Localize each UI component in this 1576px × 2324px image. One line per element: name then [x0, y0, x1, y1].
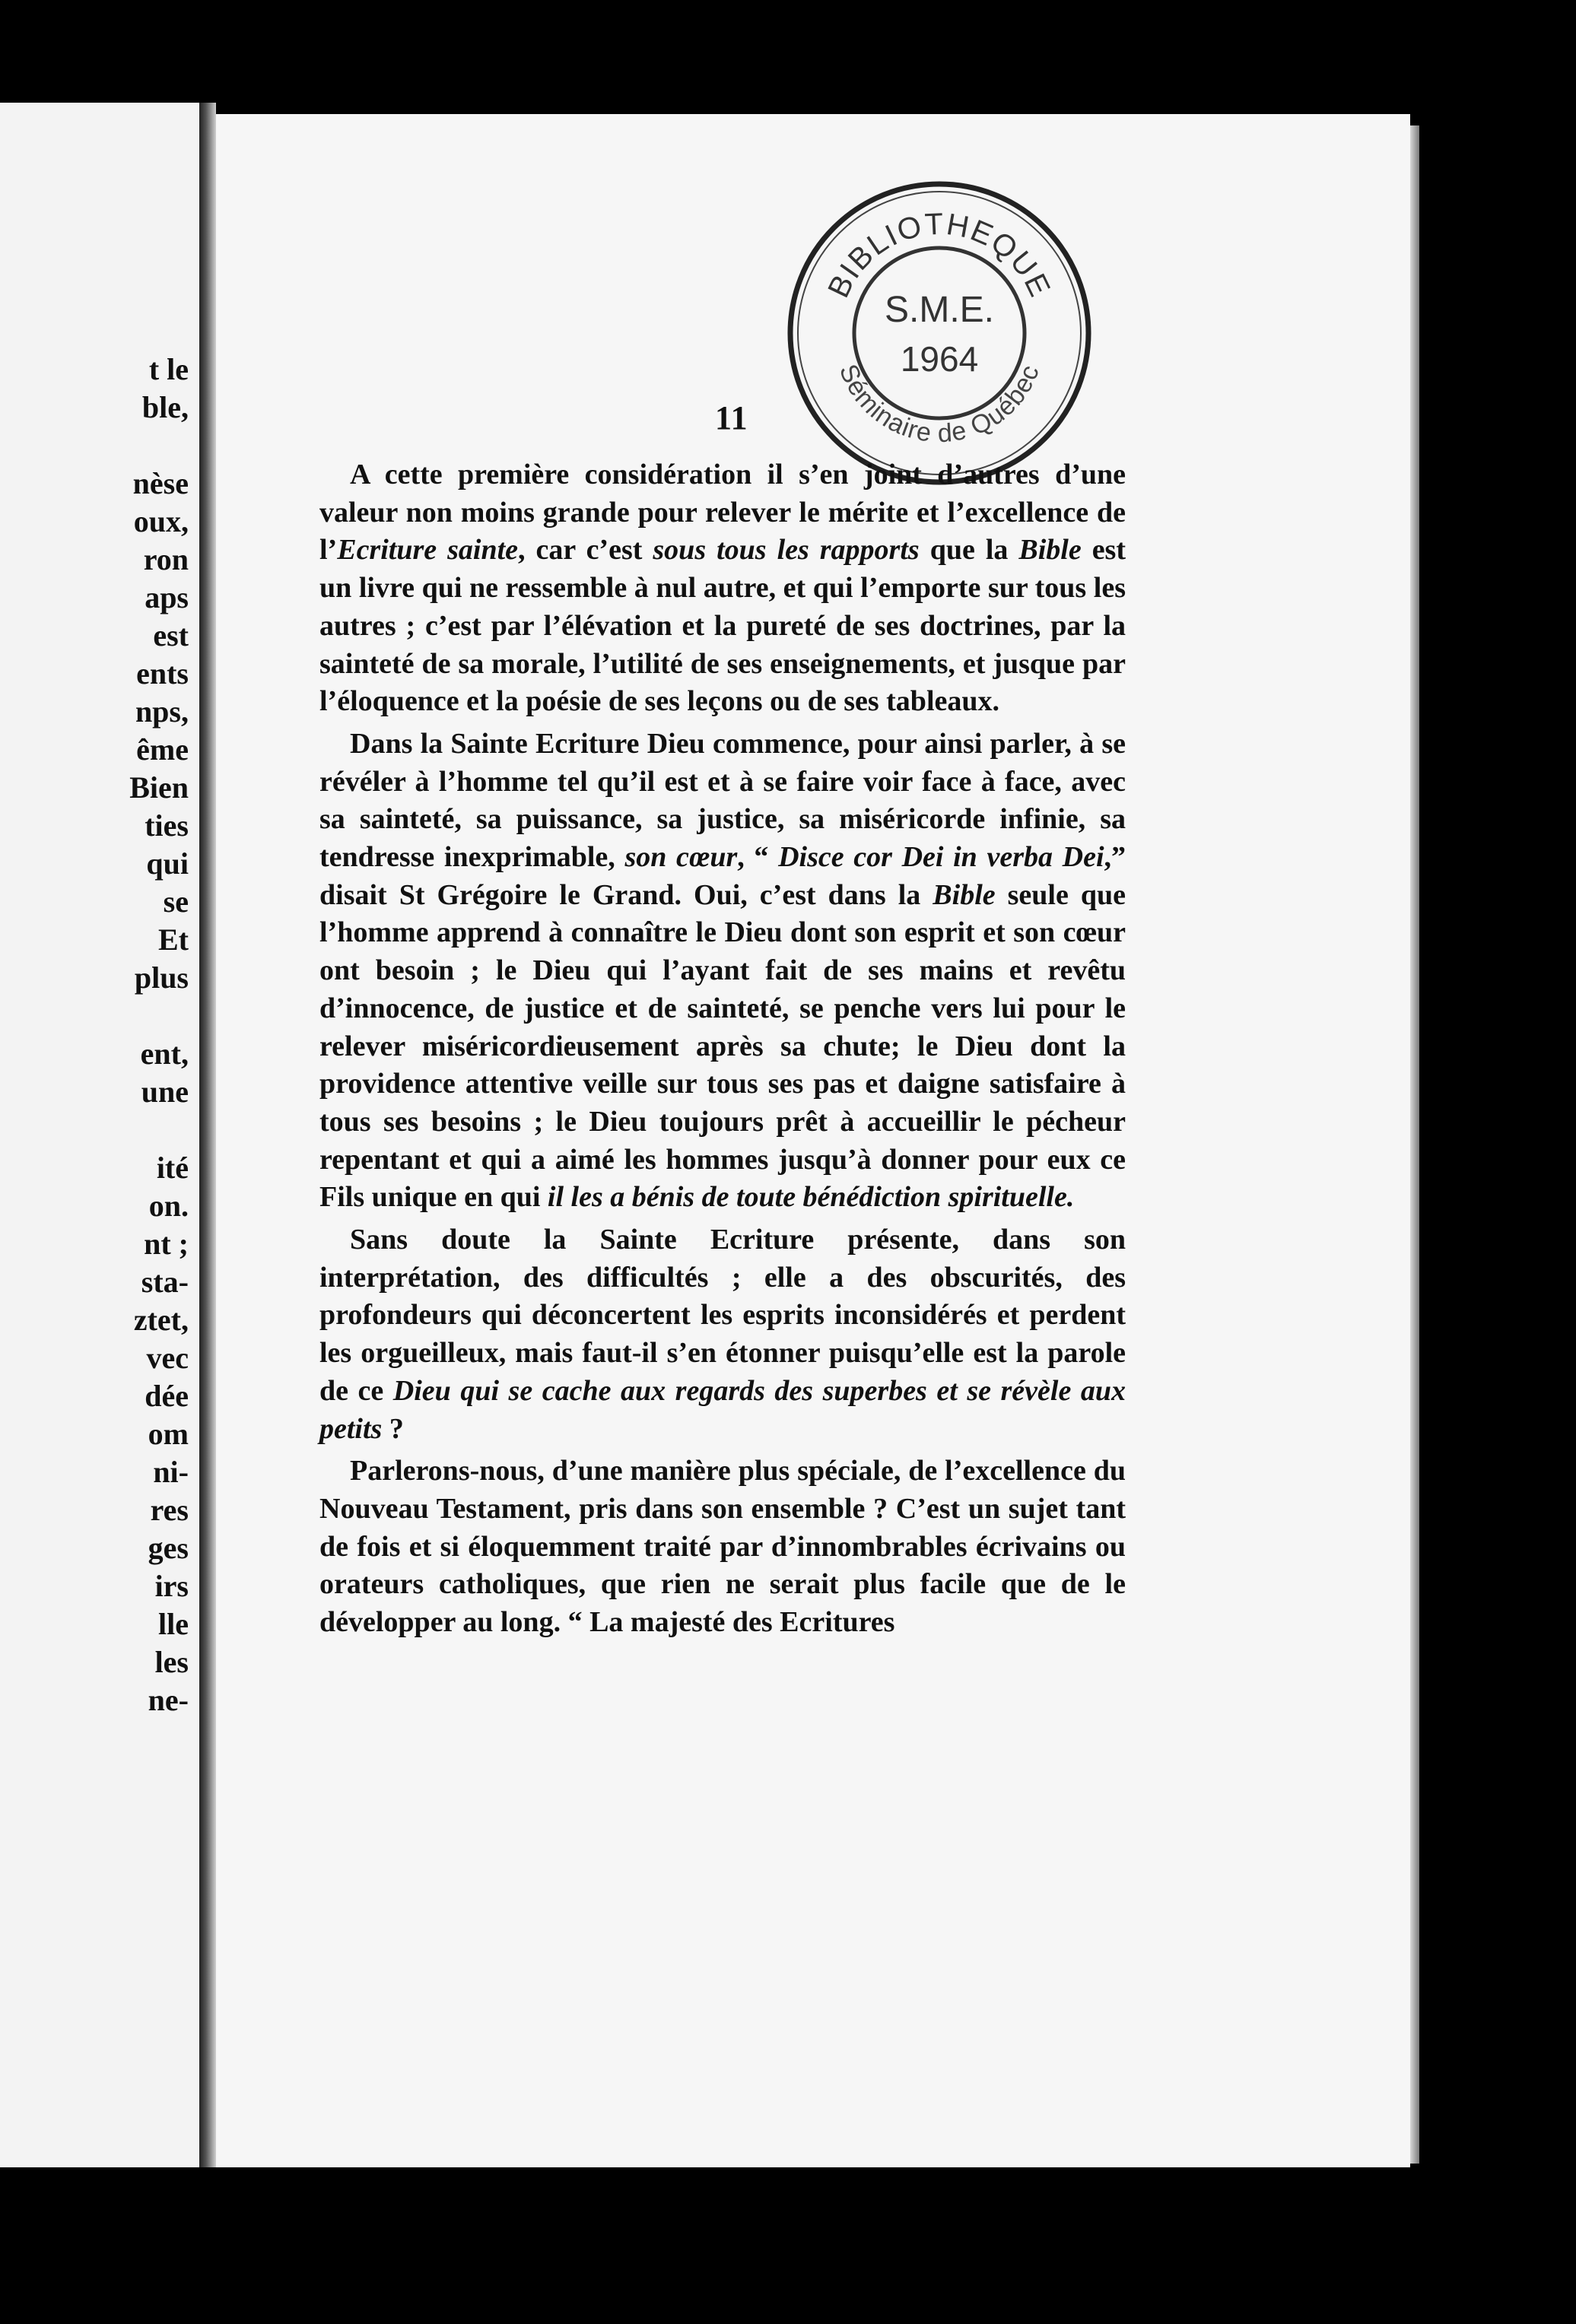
- text-run: Dans la Sainte Ecriture Dieu commence, pour ainsi parler, à se révéler à l’homme tel qu’il est et à se faire voir face à face, avec sa sainteté, sa puissance, sa justice, sa miséricorde infinie, sa tendresse inexprimable,: [319, 727, 1126, 874]
- text-run: seule que l’homme apprend à connaître le Dieu dont son esprit et son cœur ont besoin ; le Dieu qui l’ayant fait de ses mains et revêtu d’innocence, de justice et de sainteté, se penche vers lui pour le relever miséricordieusement après sa chute; le Dieu dont la providence attentive veille sur tous ses pas et daigne satisfaire à tous ses besoins ; le Dieu toujours prêt à accueillir le pécheur repentant et qui a aimé les hommes jusqu’à donner pour eux ce Fils unique en qui: [319, 878, 1126, 1214]
- left-page-text-fragment: irs: [154, 1569, 189, 1603]
- left-page-text-fragment: ent,: [140, 1037, 189, 1071]
- left-page-text-fragment: est: [153, 618, 189, 652]
- left-page-text-fragment: les: [154, 1645, 189, 1679]
- left-page-text-fragment: ni-: [153, 1455, 189, 1489]
- text-run: que la: [919, 534, 1019, 567]
- italic-run: Disce cor Dei in verba Dei: [778, 841, 1104, 874]
- left-page-text-fragment: ne-: [148, 1683, 189, 1717]
- left-page-text-fragment: ême: [136, 732, 189, 767]
- left-page: [0, 103, 199, 2167]
- paragraph: [319, 456, 1126, 721]
- left-page-text-fragment: oux,: [133, 504, 189, 538]
- page-number: 11: [715, 399, 748, 437]
- left-page-text-fragment: nps,: [135, 694, 189, 729]
- left-page-text-fragment: Et: [158, 922, 189, 957]
- left-page-text-fragment: sta-: [141, 1265, 189, 1299]
- left-page-text-fragment: nèse: [132, 466, 189, 500]
- text-run: Sans doute la Sainte Ecriture présente, dans son interprétation, des difficultés ; elle a des obscurités, des profondeurs qui déconcertent les esprits inconsidérés et perdent les orgueilleux, mais faut-il s’en étonner puisqu’elle est la parole de ce: [319, 1224, 1126, 1407]
- text-run: ,” disait St Grégoire le Grand. Oui, c’est dans la: [319, 841, 1126, 911]
- italic-run: Ecriture sainte: [337, 534, 519, 567]
- book-spine: [199, 103, 216, 2167]
- left-page-text-fragment: qui: [146, 846, 189, 881]
- left-page-text-fragment: ges: [148, 1531, 189, 1565]
- left-page-text-fragment: ble,: [141, 390, 189, 424]
- stamp-top-text: BIBLIOTHEQUE: [821, 207, 1057, 303]
- stamp-center-line1: S.M.E.: [884, 290, 995, 330]
- body-text: [319, 456, 1126, 1642]
- left-page-text-fragment: une: [141, 1075, 189, 1109]
- stamp-center-line2: 1964: [900, 339, 979, 379]
- text-run: Parlerons-nous, d’une manière plus spéciale, de l’excellence du Nouveau Testament, pris dans son ensemble ? C’est un sujet tant de fois et si éloquemment traité par d’innombrables écrivains ou orateurs catholiques, que rien ne serait plus facile que de le développer au long. “ La majesté des Ecritures: [319, 1455, 1126, 1639]
- italic-run: sous tous les rapports: [653, 534, 920, 567]
- italic-run: Bible: [933, 878, 996, 911]
- paragraph: [319, 1221, 1126, 1448]
- left-page-text-fragment: ents: [136, 656, 189, 691]
- left-page-text-fragment: ron: [143, 542, 189, 576]
- left-page-text-fragment: plus: [134, 960, 189, 995]
- left-page-text-fragment: res: [150, 1493, 189, 1527]
- library-stamp: [787, 181, 1091, 485]
- left-page-text-fragment: nt ;: [144, 1227, 189, 1261]
- left-page-text-fragment: ztet,: [133, 1303, 189, 1337]
- italic-run: Dieu qui se cache aux regards des superbes et se révèle aux petits: [319, 1374, 1126, 1445]
- left-page-text-fragment: aps: [145, 580, 189, 614]
- paragraph: [319, 1452, 1126, 1642]
- page-edge: [1410, 125, 1419, 2164]
- left-page-text-fragment: Bien: [129, 770, 189, 805]
- text-run: A cette première considération il s’en joint d’autres d’une valeur non moins grande pour relever le mérite et l’excellence de l’: [319, 459, 1126, 567]
- left-page-text-fragment: on.: [148, 1189, 189, 1223]
- left-page-text-fragment: ité: [156, 1151, 189, 1185]
- left-page-text-fragment: dée: [145, 1379, 189, 1413]
- paragraph: [319, 725, 1126, 1217]
- text-run: est un livre qui ne ressemble à nul autre, et qui l’emporte sur tous les autres ; c’est par l’élévation et la pureté de ses doctrines, par la sainteté de sa morale, l’utilité de ses enseignements, et jusque par l’éloquence et la poésie de ses leçons ou de ses tableaux.: [319, 534, 1126, 718]
- italic-run: son cœur: [624, 841, 738, 874]
- italic-run: Bible: [1018, 534, 1082, 567]
- left-page-text-fragment: t le: [148, 352, 189, 386]
- left-page-text-fragment: se: [163, 884, 189, 919]
- text-run: , car c’est: [518, 534, 653, 567]
- left-page-text-fragment: vec: [146, 1341, 189, 1375]
- italic-run: il les a bénis de toute bénédiction spirituelle.: [547, 1181, 1075, 1214]
- left-page-text-fragment: lle: [158, 1607, 189, 1641]
- stamp-bottom-text: Séminaire de Québec: [833, 360, 1046, 449]
- left-page-text-fragment: ties: [145, 808, 189, 843]
- text-run: , “: [737, 841, 779, 874]
- left-page-text-fragment: om: [148, 1417, 189, 1451]
- text-run: ?: [382, 1412, 404, 1445]
